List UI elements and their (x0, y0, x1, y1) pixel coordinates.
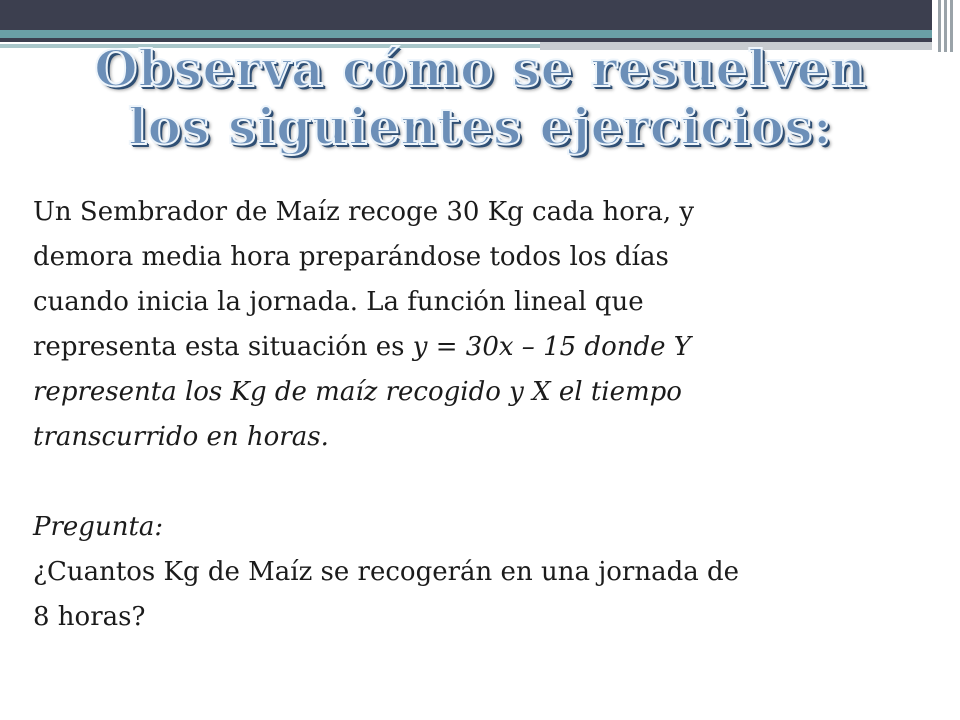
body-line-2: demora media hora preparándose todos los días (33, 242, 669, 272)
body-line-1: Un Sembrador de Maíz recoge 30 Kg cada hora, y (33, 197, 695, 227)
slide-body (33, 190, 933, 640)
paragraph-gap (33, 460, 933, 505)
body-line-4-text: representa esta situación es (33, 332, 413, 362)
body-line-6: transcurrido en horas. (33, 422, 329, 452)
question-label: Pregunta: (33, 512, 164, 542)
top-dark-band (0, 0, 932, 30)
question-line-2: 8 horas? (33, 602, 146, 632)
slide-title (0, 40, 960, 156)
body-line-3: cuando inicia la jornada. La función lineal que (33, 287, 644, 317)
body-line-5: representa los Kg de maíz recogido y X el tiempo (33, 377, 682, 407)
formula-text: y = 30x – 15 donde Y (412, 332, 691, 362)
slide-title-line-1: Observa cómo se resuelven (94, 39, 866, 98)
top-teal-band (0, 30, 932, 38)
question-line-1: ¿Cuantos Kg de Maíz se recogerán en una jornada de (33, 557, 740, 587)
body-line-4 (33, 325, 933, 370)
slide-title-line-2: los siguientes ejercicios: (128, 97, 832, 156)
